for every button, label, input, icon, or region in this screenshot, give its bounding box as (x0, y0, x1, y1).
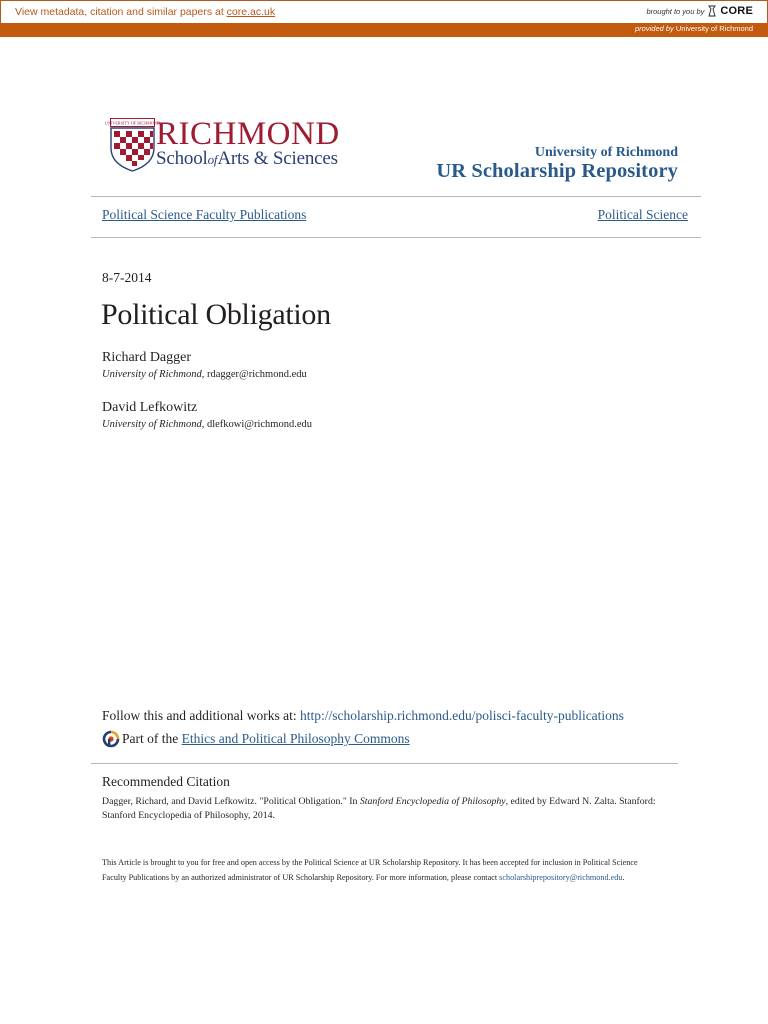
divider-nav (91, 237, 701, 238)
author-name: David Lefkowitz (102, 400, 198, 415)
article-title: Political Obligation (101, 298, 331, 331)
author-email: , rdagger@richmond.edu (201, 369, 307, 380)
part-of-line (102, 730, 410, 748)
contact-email-link[interactable]: scholarshiprepository@richmond.edu (499, 872, 623, 882)
publication-date: 8-7-2014 (102, 270, 152, 285)
core-view-text: View metadata, citation and similar papers at (15, 6, 224, 18)
department-link[interactable]: Political Science (597, 207, 688, 222)
notice-text: This Article is brought to you for free and open access by the Political Science at UR Scholarship Repository. It has been accepted for inclusion in Political Science Faculty Publications by an authorized administrator of UR Scholarship Repository. For more information, please contact (102, 858, 638, 882)
part-of-text: Part of the (122, 731, 179, 746)
core-logo-icon (707, 5, 717, 17)
citation-heading: Recommended Citation (102, 774, 230, 789)
collection-url-link[interactable]: http://scholarship.richmond.edu/polisci-faculty-publications (300, 708, 624, 723)
core-link[interactable]: core.ac.uk (226, 6, 276, 18)
citation-part2: , edited by Edward N. Zalta. Stanford: Stanford Encyclopedia of Philosophy, 2014. (102, 796, 656, 821)
access-notice (102, 856, 662, 885)
collection-link[interactable]: Political Science Faculty Publications (102, 207, 307, 222)
citation-source: Stanford Encyclopedia of Philosophy (359, 796, 506, 807)
citation-text (102, 795, 662, 823)
core-provided-bar (0, 23, 768, 37)
core-logo[interactable]: CORE (720, 5, 753, 17)
richmond-wordmark: RICHMOND (156, 116, 340, 152)
author-name: Richard Dagger (102, 350, 192, 365)
divider-top (91, 196, 701, 197)
notice-end: . (622, 872, 625, 882)
school-of: of (207, 152, 218, 167)
follow-text: Follow this and additional works at: (102, 708, 300, 723)
core-brought-to-you (646, 5, 753, 17)
richmond-crest-icon (104, 118, 161, 172)
provided-institution: University of Richmond (675, 24, 753, 33)
bepress-commons-icon (102, 730, 120, 748)
divider-citation (91, 763, 678, 764)
school-part1: School (156, 148, 208, 169)
author-institution: University of Richmond (102, 419, 202, 430)
author-affiliation (102, 419, 312, 430)
school-part2: Arts & Sciences (217, 148, 338, 169)
author-institution: University of Richmond (102, 369, 202, 380)
core-view-metadata (15, 6, 275, 18)
citation-part1: Dagger, Richard, and David Lefkowitz. "Political Obligation." In (102, 796, 360, 807)
school-wordmark (156, 148, 338, 171)
repository-name: UR Scholarship Repository (436, 160, 678, 182)
crest-text: UNIVERSITY OF RICHMOND (104, 120, 161, 126)
repository-university: University of Richmond (534, 145, 678, 160)
follow-line (102, 708, 624, 724)
brought-text: brought to you by (646, 6, 705, 16)
provided-prefix: provided by (635, 24, 674, 33)
core-banner (0, 0, 768, 23)
author-email: , dlefkowi@richmond.edu (201, 419, 313, 430)
provided-by (635, 24, 753, 33)
author-affiliation (102, 369, 307, 380)
commons-link[interactable]: Ethics and Political Philosophy Commons (181, 731, 410, 746)
